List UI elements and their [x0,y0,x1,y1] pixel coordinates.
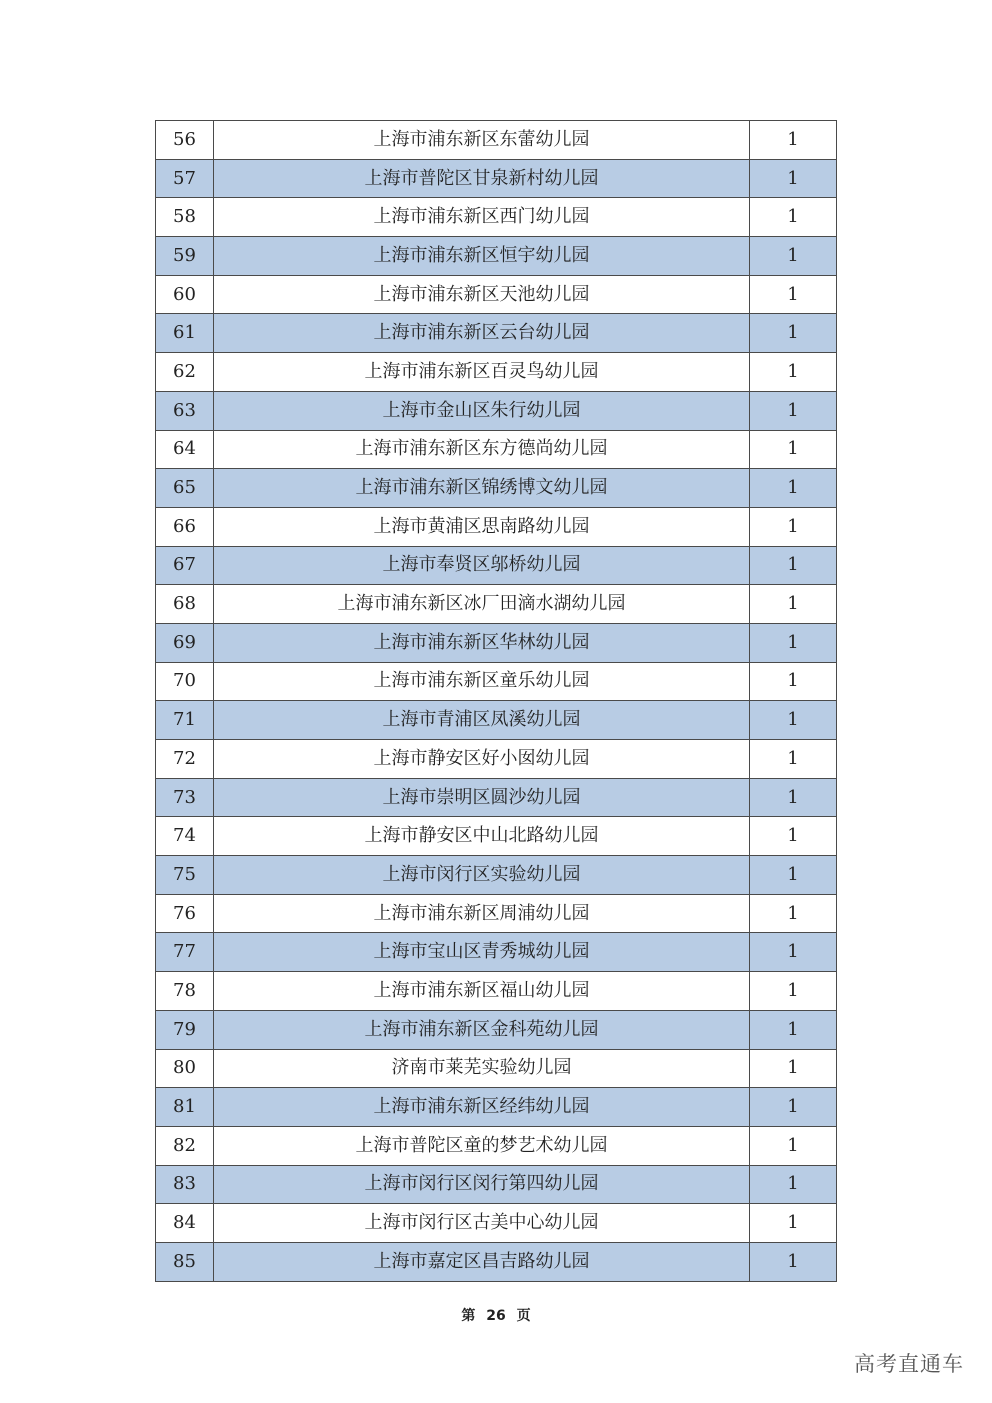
kindergarten-name-cell: 上海市浦东新区西门幼儿园 [214,198,750,237]
count-cell: 1 [750,353,837,392]
row-number-cell: 60 [156,275,214,314]
table-row [156,778,837,817]
table-row [156,1126,837,1165]
count-cell: 1 [750,121,837,160]
count-cell: 1 [750,817,837,856]
kindergarten-name-cell: 上海市浦东新区周浦幼儿园 [214,894,750,933]
kindergarten-name-cell: 上海市静安区好小囡幼儿园 [214,740,750,779]
footer-suffix: 页 [516,1308,531,1324]
row-number-cell: 66 [156,507,214,546]
row-number-cell: 82 [156,1126,214,1165]
row-number-cell: 63 [156,391,214,430]
kindergarten-name-cell: 上海市闵行区闵行第四幼儿园 [214,1165,750,1204]
kindergarten-name-cell: 上海市金山区朱行幼儿园 [214,391,750,430]
row-number-cell: 75 [156,856,214,895]
table-row [156,1010,837,1049]
table-row [156,894,837,933]
kindergarten-name-cell: 上海市浦东新区百灵鸟幼儿园 [214,353,750,392]
kindergarten-table [155,120,837,1282]
count-cell: 1 [750,740,837,779]
table-row [156,662,837,701]
count-cell: 1 [750,1088,837,1127]
table-row [156,1165,837,1204]
table-row [156,353,837,392]
row-number-cell: 68 [156,585,214,624]
row-number-cell: 81 [156,1088,214,1127]
kindergarten-name-cell: 上海市嘉定区昌吉路幼儿园 [214,1242,750,1281]
kindergarten-name-cell: 上海市浦东新区东方德尚幼儿园 [214,430,750,469]
table-row [156,275,837,314]
row-number-cell: 79 [156,1010,214,1049]
row-number-cell: 73 [156,778,214,817]
count-cell: 1 [750,314,837,353]
row-number-cell: 61 [156,314,214,353]
table-row [156,623,837,662]
count-cell: 1 [750,198,837,237]
kindergarten-name-cell: 上海市浦东新区恒宇幼儿园 [214,237,750,276]
table-row [156,1049,837,1088]
kindergarten-name-cell: 上海市浦东新区锦绣博文幼儿园 [214,469,750,508]
count-cell: 1 [750,1126,837,1165]
table-row [156,507,837,546]
table-row [156,972,837,1011]
table-row [156,856,837,895]
table-row [156,198,837,237]
count-cell: 1 [750,159,837,198]
row-number-cell: 71 [156,701,214,740]
row-number-cell: 67 [156,546,214,585]
table-row [156,933,837,972]
kindergarten-name-cell: 上海市普陀区童的梦艺术幼儿园 [214,1126,750,1165]
count-cell: 1 [750,430,837,469]
kindergarten-name-cell: 上海市浦东新区华林幼儿园 [214,623,750,662]
table-row [156,546,837,585]
count-cell: 1 [750,662,837,701]
page-footer [0,1305,992,1325]
count-cell: 1 [750,1204,837,1243]
kindergarten-name-cell: 上海市黄浦区思南路幼儿园 [214,507,750,546]
count-cell: 1 [750,894,837,933]
count-cell: 1 [750,585,837,624]
kindergarten-name-cell: 上海市浦东新区福山幼儿园 [214,972,750,1011]
row-number-cell: 70 [156,662,214,701]
kindergarten-name-cell: 上海市宝山区青秀城幼儿园 [214,933,750,972]
kindergarten-name-cell: 上海市浦东新区天池幼儿园 [214,275,750,314]
table-body [156,121,837,1282]
count-cell: 1 [750,1165,837,1204]
table-row [156,740,837,779]
kindergarten-name-cell: 济南市莱芜实验幼儿园 [214,1049,750,1088]
count-cell: 1 [750,972,837,1011]
table-row [156,469,837,508]
row-number-cell: 74 [156,817,214,856]
kindergarten-name-cell: 上海市浦东新区金科苑幼儿园 [214,1010,750,1049]
table-row [156,817,837,856]
count-cell: 1 [750,1242,837,1281]
kindergarten-name-cell: 上海市静安区中山北路幼儿园 [214,817,750,856]
table-row [156,1088,837,1127]
row-number-cell: 56 [156,121,214,160]
count-cell: 1 [750,933,837,972]
row-number-cell: 62 [156,353,214,392]
count-cell: 1 [750,778,837,817]
kindergarten-name-cell: 上海市浦东新区冰厂田滴水湖幼儿园 [214,585,750,624]
kindergarten-name-cell: 上海市奉贤区邬桥幼儿园 [214,546,750,585]
row-number-cell: 85 [156,1242,214,1281]
row-number-cell: 80 [156,1049,214,1088]
row-number-cell: 64 [156,430,214,469]
watermark-text: 高考直通车 [854,1352,964,1376]
row-number-cell: 84 [156,1204,214,1243]
kindergarten-name-cell: 上海市闵行区古美中心幼儿园 [214,1204,750,1243]
count-cell: 1 [750,623,837,662]
table-row [156,391,837,430]
row-number-cell: 58 [156,198,214,237]
kindergarten-name-cell: 上海市浦东新区童乐幼儿园 [214,662,750,701]
table-row [156,237,837,276]
kindergarten-name-cell: 上海市浦东新区东蕾幼儿园 [214,121,750,160]
table-row [156,159,837,198]
count-cell: 1 [750,237,837,276]
table-row [156,1242,837,1281]
table-row [156,1204,837,1243]
kindergarten-name-cell: 上海市崇明区圆沙幼儿园 [214,778,750,817]
count-cell: 1 [750,469,837,508]
count-cell: 1 [750,275,837,314]
row-number-cell: 59 [156,237,214,276]
row-number-cell: 57 [156,159,214,198]
count-cell: 1 [750,1010,837,1049]
table-row [156,121,837,160]
row-number-cell: 65 [156,469,214,508]
kindergarten-name-cell: 上海市青浦区凤溪幼儿园 [214,701,750,740]
table-row [156,314,837,353]
count-cell: 1 [750,1049,837,1088]
row-number-cell: 78 [156,972,214,1011]
table-row [156,430,837,469]
kindergarten-name-cell: 上海市浦东新区经纬幼儿园 [214,1088,750,1127]
row-number-cell: 76 [156,894,214,933]
row-number-cell: 72 [156,740,214,779]
kindergarten-name-cell: 上海市普陀区甘泉新村幼儿园 [214,159,750,198]
footer-prefix: 第 [461,1308,476,1324]
kindergarten-name-cell: 上海市闵行区实验幼儿园 [214,856,750,895]
count-cell: 1 [750,507,837,546]
row-number-cell: 69 [156,623,214,662]
row-number-cell: 77 [156,933,214,972]
row-number-cell: 83 [156,1165,214,1204]
table-row [156,701,837,740]
kindergarten-name-cell: 上海市浦东新区云台幼儿园 [214,314,750,353]
table-row [156,585,837,624]
count-cell: 1 [750,701,837,740]
count-cell: 1 [750,546,837,585]
page-number: 26 [486,1308,506,1324]
count-cell: 1 [750,391,837,430]
count-cell: 1 [750,856,837,895]
